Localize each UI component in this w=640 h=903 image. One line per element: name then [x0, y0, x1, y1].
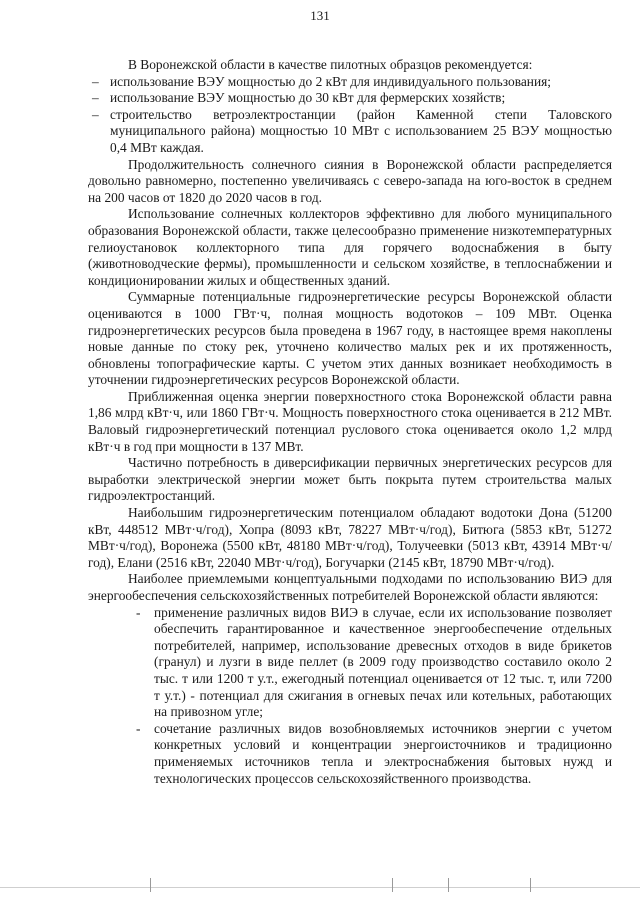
list-item: [88, 74, 612, 91]
list-dash: –: [92, 90, 99, 106]
scan-mark: [150, 878, 151, 892]
list-dash: -: [136, 720, 141, 736]
paragraph: Продолжительность солнечного сияния в Воронежской области распределяется довольно равномерно, постепенно увеличиваясь с северо-запада на юго-восток в среднем на 200 часов от 1820 до 2020 часов в год.: [88, 156, 612, 205]
paragraph: Частично потребность в диверсификации первичных энергетических ресурсов для выработки электрической энергии может быть покрыта путем строительства малых гидроэлектростанций.: [88, 455, 612, 504]
scan-bottom-edge: [0, 887, 640, 888]
list-dash: –: [92, 106, 99, 122]
intro-paragraph: В Воронежской области в качестве пилотных образцов рекомендуется:: [128, 57, 533, 72]
list-item: [88, 721, 612, 787]
scan-mark: [392, 878, 393, 892]
list-item: [88, 90, 612, 107]
paragraph: Наиболее приемлемыми концептуальными подходами по использованию ВИЭ для энергообеспечения сельскохозяйственных потребителей Воронежской области являются:: [88, 571, 612, 603]
scan-mark: [530, 878, 531, 892]
list-item: [88, 107, 612, 157]
approach-list: [88, 605, 612, 788]
paragraph: Приближенная оценка энергии поверхностного стока Воронежской области равна 1,86 млрд кВт·ч, или 1860 ГВт·ч. Мощность поверхностного стока оценивается в 212 МВт. Валовый гидроэнергетический потенциал руслового стока оценивается около 1,2 млрд кВт·ч в год при мощности в 137 МВт.: [88, 388, 612, 454]
list-item: [88, 605, 612, 721]
paragraph: Суммарные потенциальные гидроэнергетические ресурсы Воронежской области оцениваются в 1000 ГВт·ч, полная мощность водотоков – 109 МВт. Оценка гидроэнергетических ресурсов была проведена в 1967 году, в настоящее время накоплены новые данные по стоку рек, уточнено количество малых рек и их протяженность, обновлены топографические карты. С учетом этих данных возникает необходимость в уточнении гидроэнергетических ресурсов Воронежской области.: [88, 289, 612, 388]
list-dash: –: [92, 73, 99, 89]
list-item-text: использование ВЭУ мощностью до 2 кВт для индивидуального пользования;: [110, 73, 551, 89]
list-item-text: строительство ветроэлектростанции (район Каменной степи Таловского муниципального района) мощностью 10 МВт с использованием 25 ВЭУ мощностью 0,4 МВт каждая.: [110, 106, 612, 155]
paragraph: Наибольшим гидроэнергетическим потенциалом обладают водотоки Дона (51200 кВт, 448512 МВт·ч/год), Хопра (8093 кВт, 78227 МВт·ч/год), Битюга (5853 кВт, 51272 МВт·ч/год), Воронежа (5500 кВт, 48180 МВт·ч/год), Толучеевки (5013 кВт, 43914 МВт·ч/год), Елани (2516 кВт, 22040 МВт·ч/год), Богучарки (2145 кВт, 18790 МВт·ч/год).: [88, 505, 612, 570]
list-item-text: применение различных видов ВИЭ в случае, если их использование позволяет обеспечить гарантированное и качественное энергообеспечение отдельных потребителей, например, использование древесных отходов в виде брикетов (гранул) и лузги в виде пеллет (в 2009 году производство составило около 2 тыс. т или 1200 т у.т., ежегодный потенциал оценивается от 12 тыс. т, или 7200 т у.т.) - потенциал для сжигания в огневых печах или котельных, работающих на привозном угле;: [154, 604, 612, 720]
document-body: [88, 57, 612, 787]
pilot-list: [88, 74, 612, 157]
scan-mark: [448, 878, 449, 892]
page-number: 131: [310, 8, 330, 23]
list-item-text: использование ВЭУ мощностью до 30 кВт для фермерских хозяйств;: [110, 90, 506, 106]
paragraph: Использование солнечных коллекторов эффективно для любого муниципального образования Воронежской области, также целесообразно применение низкотемпературных гелиоустановок коллекторного типа для горячего водоснабжения в быту (животноводческие фермы), промышленности и сельском хозяйстве, в теплоснабжении и кондиционировании жилых и общественных зданий.: [88, 206, 612, 288]
list-item-text: сочетание различных видов возобновляемых источников энергии с учетом конкретных условий и концентрации энергоисточников и традиционно применяемых источников тепла и электроснабжения бытовых нужд и технологических процессов сельскохозяйственного производства.: [154, 720, 612, 786]
list-dash: -: [136, 604, 141, 620]
